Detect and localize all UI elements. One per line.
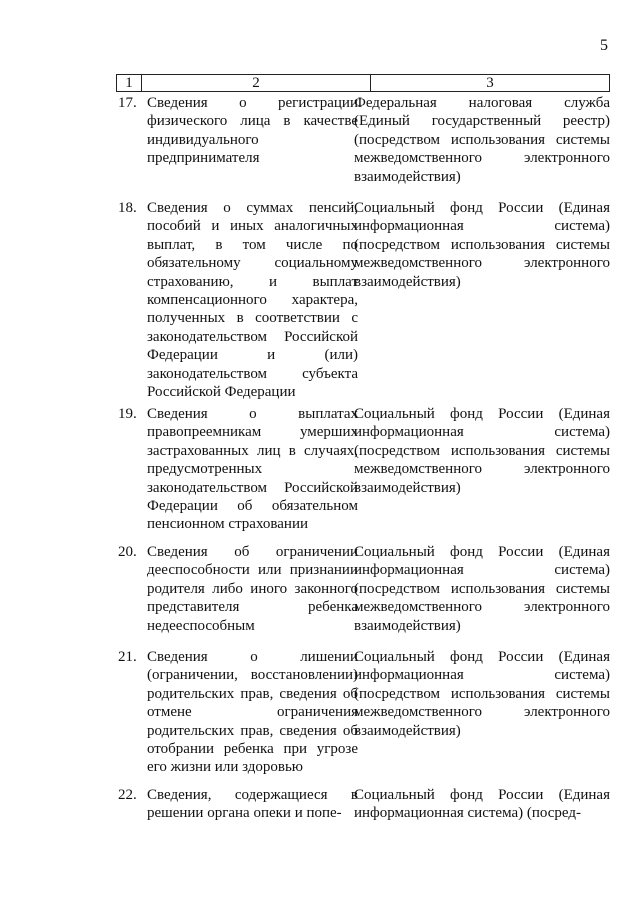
row-number: 21. (118, 649, 137, 665)
row-number: 22. (118, 787, 137, 803)
header-col-1: 1 (117, 75, 142, 91)
row-number: 18. (118, 200, 137, 216)
info-cell: Сведения, содержащиеся в решении органа опеки и попе- (147, 787, 358, 822)
table-header (116, 74, 610, 92)
info-cell: Сведения о регистрации физического лица в качестве индивидуального предпринимателя (147, 95, 358, 167)
row-number: 19. (118, 406, 137, 422)
source-cell: Социальный фонд России (Единая информационная система) (посред- (354, 787, 610, 822)
info-cell: Сведения о суммах пенсий, пособий и иных аналогичных выплат, в том числе по обязательному социальному страхованию, и выплат компенсационного характера, полученных в соответствии с законодательством Российской Федерации и (или) законодательством субъекта Российской Федерации (147, 200, 358, 401)
row-number: 17. (118, 95, 137, 111)
source-cell: Социальный фонд России (Единая информационная система) (посредством использования системы межведомственного электронного взаимодействия) (354, 649, 610, 739)
source-cell: Федеральная налоговая служба (Единый государственный реестр) (посредством использования системы межведомственного электронного взаимодействия) (354, 95, 610, 185)
info-cell: Сведения об ограничении дееспособности или признании родителя либо иного законного представителя ребенка недееспособным (147, 544, 358, 634)
header-col-2: 2 (142, 75, 371, 91)
source-cell: Социальный фонд России (Единая информационная система) (посредством использования системы межведомственного электронного взаимодействия) (354, 544, 610, 634)
page-number: 5 (600, 37, 608, 54)
info-cell: Сведения о выплатах правопреемникам умерших застрахованных лиц в случаях, предусмотренных законодательством Российской Федерации об обязательном пенсионном страховании (147, 406, 358, 533)
source-cell: Социальный фонд России (Единая информационная система) (посредством использования системы межведомственного электронного взаимодействия) (354, 200, 610, 290)
info-cell: Сведения о лишении (ограничении, восстановлении) родительских прав, сведения об отмене ограничения родительских прав, сведения об отобрании ребенка при угрозе его жизни или здоровью (147, 649, 358, 776)
header-col-3: 3 (486, 75, 494, 91)
source-cell: Социальный фонд России (Единая информационная система) (посредством использования системы межведомственного электронного взаимодействия) (354, 406, 610, 496)
row-number: 20. (118, 544, 137, 560)
